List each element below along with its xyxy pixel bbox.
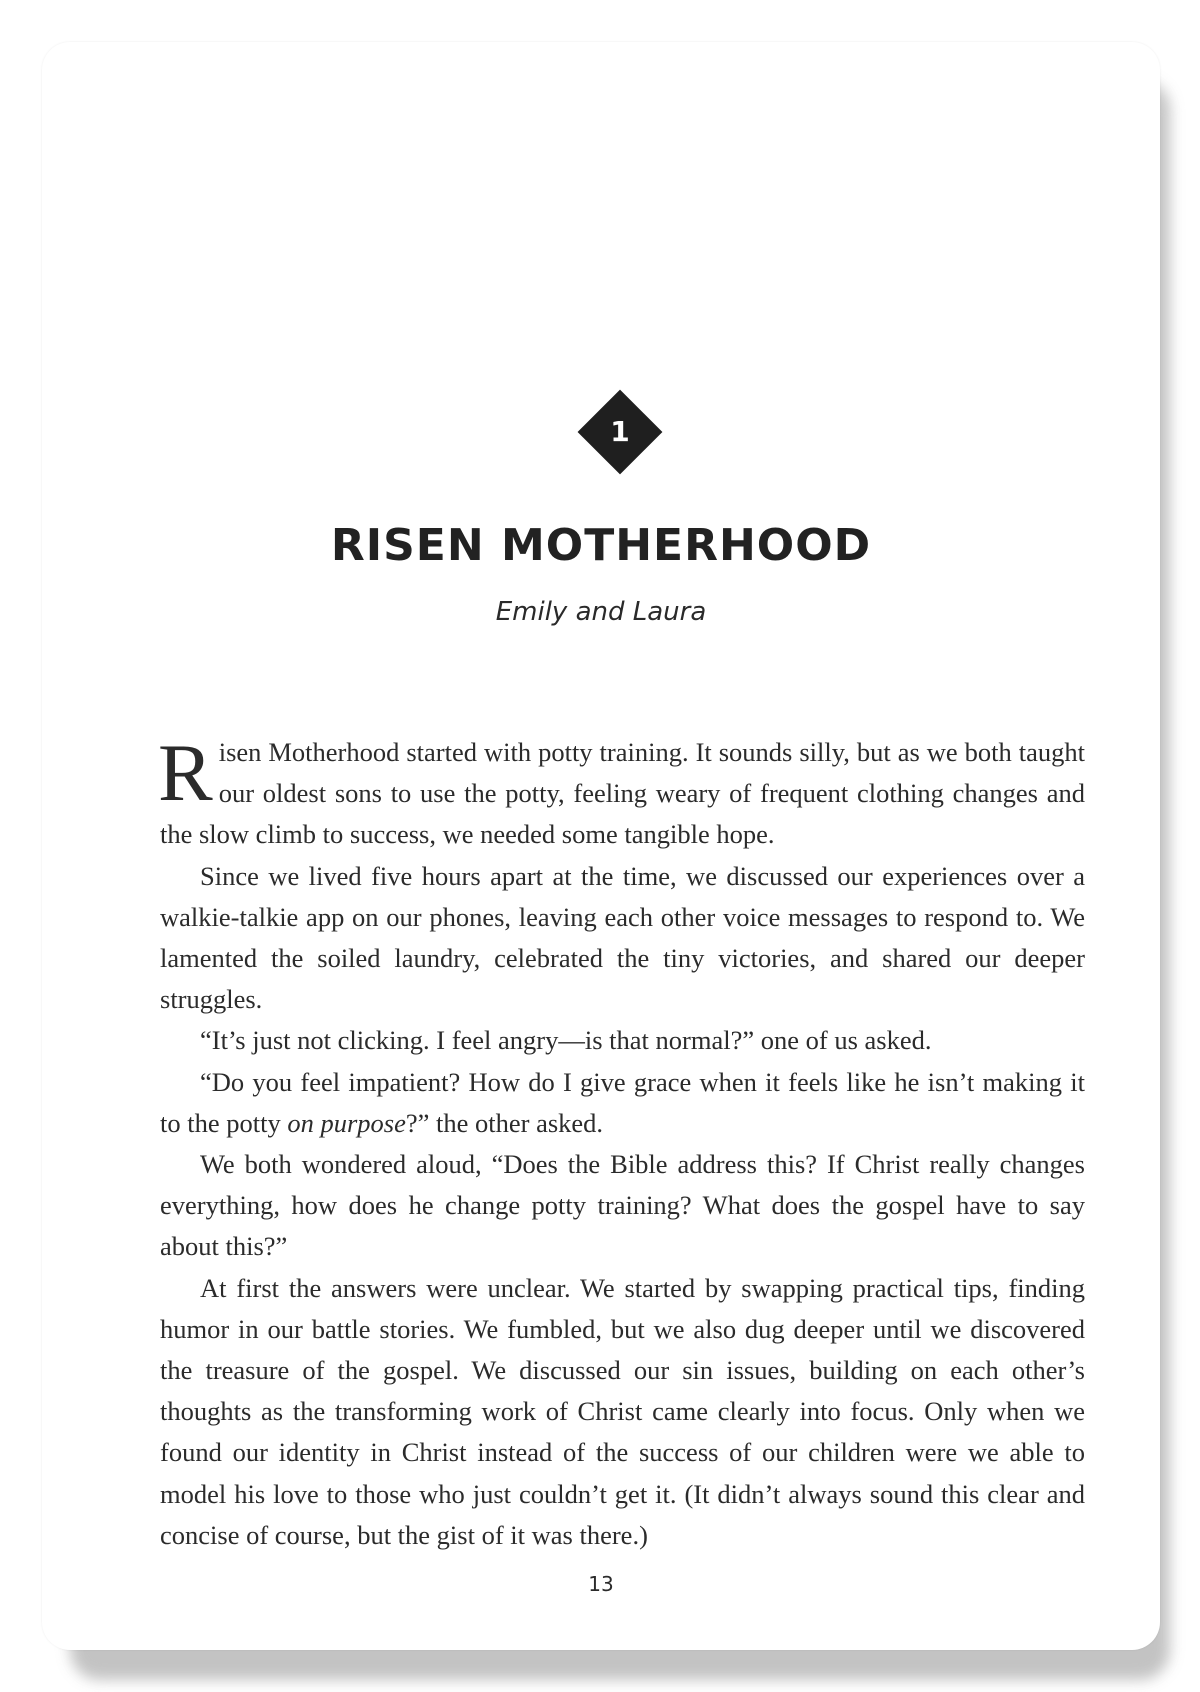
drop-cap: R: [158, 727, 213, 818]
chapter-byline: Emily and Laura: [495, 597, 707, 627]
page-number: 13: [588, 1572, 614, 1596]
paragraph-3: “It’s just not clicking. I feel angry—is that normal?” one of us asked.: [200, 1025, 932, 1056]
chapter-title: RISEN MOTHERHOOD: [330, 520, 872, 571]
body-text: [158, 727, 1085, 1556]
paragraph-4-emphasis: on purpose: [287, 1107, 406, 1138]
paragraph-1-text: isen Motherhood started with potty training. It sounds silly, but as we both taught our oldest sons to use the potty, feeling weary of frequent clothing changes and the slow climb to success, we needed some tangible hope.: [160, 737, 1085, 850]
paragraph-2: Since we lived five hours apart at the time, we discussed our experiences over a walkie-talkie app on our phones, leaving each other voice messages to respond to. We lamented the soiled laundry, celebrated the tiny victories, and shared our deeper struggles.: [160, 860, 1085, 1015]
paragraph-4-start: “Do you feel impatient? How do I give grace when it feels like he isn’t making it to the potty: [160, 1066, 1085, 1138]
paragraph-6: At first the answers were unclear. We started by swapping practical tips, finding humor in our battle stories. We fumbled, but we also dug deeper until we discovered the treasure of the gospel. We discussed our sin issues, building on each other’s thoughts as the transforming work of Christ came clearly into focus. Only when we found our identity in Christ instead of the success of our children were we able to model his love to those who just couldn’t get it. (It didn’t always sound this clear and concise of course, but the gist of it was there.): [160, 1272, 1085, 1550]
book-page: [42, 42, 1160, 1650]
chapter-number: 1: [610, 415, 630, 448]
paragraph-1: [158, 727, 1085, 856]
paragraph-4: [160, 1062, 1085, 1144]
paragraph-4-end: ?” the other asked.: [405, 1107, 604, 1138]
paragraph-5: We both wondered aloud, “Does the Bible address this? If Christ really changes everything, how does he change potty training? What does the gospel have to say about this?”: [160, 1149, 1085, 1262]
